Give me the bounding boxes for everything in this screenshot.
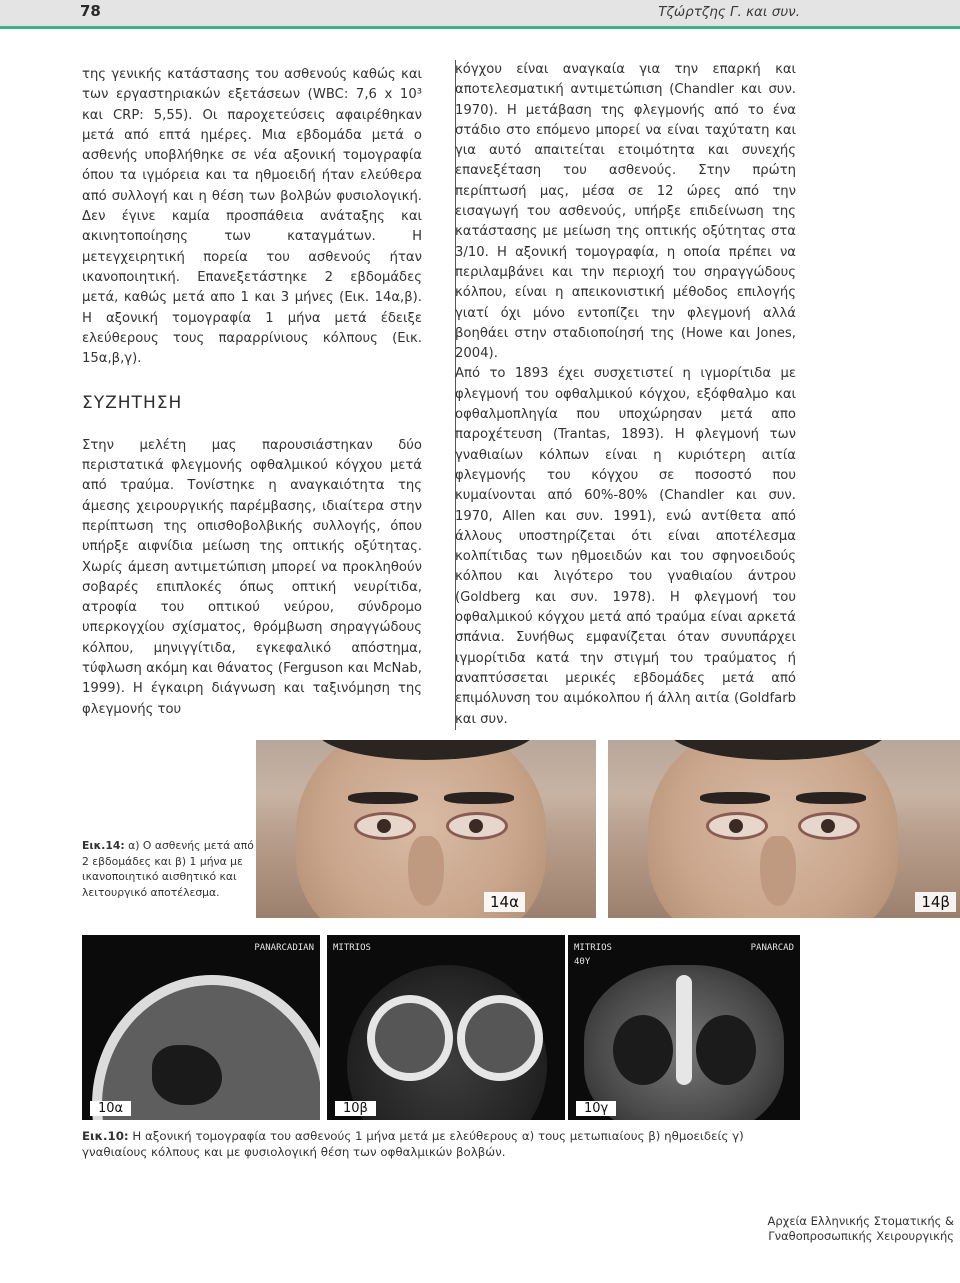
- nose: [408, 836, 444, 906]
- section-heading: ΣΥΖΗΤΗΣΗ: [82, 393, 183, 414]
- page-number: 78: [80, 2, 101, 20]
- patient-photo-2-weeks: [256, 740, 596, 918]
- ct-a-header-text: PANARCADIAN: [254, 943, 314, 953]
- nasal-septum: [676, 975, 692, 1085]
- ct-scan-ethmoid-sinus: [327, 935, 565, 1120]
- journal-footer: [768, 1214, 954, 1244]
- header-bar: [0, 0, 960, 29]
- figure-14b-label: 14β: [915, 892, 956, 912]
- figure-10c-label: 10γ: [576, 1101, 616, 1116]
- right-column: [455, 60, 796, 730]
- ct-c-header-left: MITRIOS: [574, 943, 612, 953]
- ct-scan-maxillary-sinus: [568, 935, 800, 1120]
- footer-line-2: Γναθοπροσωπικής Χειρουργικής: [768, 1229, 954, 1243]
- running-head: Τζώρτζης Γ. και συν.: [658, 4, 800, 20]
- left-eye: [706, 812, 768, 840]
- right-eye: [798, 812, 860, 840]
- left-brow: [700, 792, 770, 804]
- figure-10-caption: [82, 1128, 802, 1160]
- patient-photo-1-month: [608, 740, 960, 918]
- caption-14-text: α) Ο ασθενής μετά από 2 εβδομάδες και β) 1 μήνα με ικανοποιητικό αισθητικό και λειτουργικό αποτέλεσμα.: [82, 839, 254, 899]
- left-paragraph-2: Στην μελέτη μας παρουσιάστηκαν δύο περιστατικά φλεγμονής οφθαλμικού κόγχου μετά από τραύμα. Τονίστηκε η αναγκαιότητα της άμεσης χειρουργικής παρέμβασης, ιδιαίτερα στην περίπτωση της οπισθοβολβικής συλλογής, όπου υπήρξε αιφνίδια μείωση της οπτικής οξύτητας. Χωρίς άμεση αντιμετώπιση μπορεί να προκληθούν σοβαρές επιπλοκές όπως οπτική νευρίτιδα, ατροφία του οπτικού νεύρου, σύνδρομο υπερκογχίου σχίσματος, θρόμβωση σηραγγώδους κόλπου, μηνιγγίτιδα, εγκεφαλικό απόστημα, τύφλωση ακόμη και θάνατος (Ferguson και McNab, 1999). Η έγκαιρη διάγνωση και ταξινόμηση της φλεγμονής του: [82, 437, 422, 717]
- right-paragraph-2: Από το 1893 έχει συσχετιστεί η ιγμορίτιδα με φλεγμονή του οφθαλμικού κόγχου, εξόφθαλμο και οφθαλμοπληγία που υποχώρησαν μετά απο παροχέτευση (Trantas, 1893). Η φλεγμονή των γναθιαίων κόλπων είναι η κυριότερη αιτία φλεγμονής του κόγχου σε ποσοστό που κυμαίνονται από 60%-80% (Chandler και συν. 1970, Allen και συν. 1991), ενώ αντίθετα από άλλους υποστηρίζεται ότι είναι αποτέλεσμα κολπίτιδας των ηθμοειδών και του σφηνοειδούς κόλπου και λιγότερο του γναθιαίου άντρου (Goldberg και συν. 1978). Η φλεγμονή του οφθαλμικού κόγχου μετά από τραύμα είναι αρκετά σπάνια. Συνήθως εμφανίζεται όταν συνυπάρχει ιγμορίτιδα κατά την στιγμή του τραύματος ή αναπτύσσεται μερικές εβδομάδες μετά από επιμόλυνση του αιμόκολπου ή άλλη αιτία (Goldfarb και συν.: [455, 366, 796, 727]
- caption-10-text: Η αξονική τομογραφία του ασθενούς 1 μήνα μετά με ελεύθερους α) τους μετωπιαίους β) ηθμοειδείς γ) γναθιαίους κόλπους και με φυσιολογική θέση των οφθαλμικών βολβών.: [82, 1129, 744, 1159]
- right-brow: [444, 792, 514, 804]
- right-brow: [796, 792, 866, 804]
- right-eye: [446, 812, 508, 840]
- left-orbit: [367, 995, 453, 1081]
- left-brow: [348, 792, 418, 804]
- nose: [760, 836, 796, 906]
- left-paragraph-1: της γενικής κατάστασης του ασθενούς καθώς και των εργαστηριακών εξετάσεων (WBC: 7,6 x 10³ και CRP: 5,55). Οι παροχετεύσεις αφαιρέθηκαν μετά από επτά ημέρες. Μια εβδομάδα μετά ο ασθενής υποβλήθηκε σε νέα αξονική τομογραφία όπου τα ιγμόρεια και τα ηθμοειδή ήταν ελεύθερα από συλλογή και η θέση των βολβών φυσιολογική. Δεν έγινε καμία προσπάθεια ανάταξης και ακινητοποίησης των καταγμάτων. Η μετεγχειρητική πορεία του ασθενούς ήταν ικανοποιητική. Επανεξετάστηκε 2 εβδομάδες μετά, καθώς μετά απο 1 και 3 μήνες (Εικ. 14α,β). Η αξονική τομογραφία 1 μήνα μετά έδειξε ελεύθερους τους παραρρίνιους κόλπους (Εικ. 15α,β,γ).: [82, 67, 422, 367]
- footer-line-1: Αρχεία Ελληνικής Στοματικής &: [767, 1214, 954, 1228]
- right-orbit: [457, 995, 543, 1081]
- figure-10a-label: 10α: [90, 1101, 131, 1116]
- figure-14-caption: [82, 838, 257, 900]
- left-eye: [354, 812, 416, 840]
- caption-14-prefix: Εικ.14:: [82, 839, 125, 852]
- right-maxillary-sinus: [696, 1015, 756, 1085]
- ct-scan-frontal-sinus: [82, 935, 320, 1120]
- left-maxillary-sinus: [613, 1015, 673, 1085]
- right-paragraph-1: κόγχου είναι αναγκαία για την επαρκή και αποτελεσματική αντιμετώπιση (Chandler και συν. 1970). Η μετάβαση της φλεγμονής από το ένα στάδιο στο επόμενο μπορεί να είναι ταχύτατη και για αυτό απαιτείται ετοιμότητα και συνεχής επανεξέταση του ασθενούς. Στην πρώτη περίπτωσή μας, μέσα σε 12 ώρες από την εισαγωγή του ασθενούς, υπήρξε επιδείνωση της κατάστασης με μείωση της οπτικής οξύτητας στα 3/10. Η αξονική τομογραφία, η οποία πρέπει να περιλαμβάνει και την περιοχή του σηραγγώδους κόλπου, είναι η απεικονιστική μέθοδος επιλογής γιατί όχι μόνο εντοπίζει την φλεγμονή αλλά βοηθάει στην σταδιοποίησή της (Howe και Jones, 2004).: [455, 62, 796, 362]
- caption-10-prefix: Εικ.10:: [82, 1129, 129, 1143]
- ct-b-header-text: MITRIOS: [333, 943, 371, 953]
- ct-c-header-left2: 40Y: [574, 957, 591, 967]
- left-column: [82, 65, 422, 720]
- figure-14-photos: [256, 740, 960, 918]
- ct-c-header-right: PANARCAD: [750, 943, 794, 953]
- figure-14a-label: 14α: [484, 892, 525, 912]
- figure-10b-label: 10β: [335, 1101, 376, 1116]
